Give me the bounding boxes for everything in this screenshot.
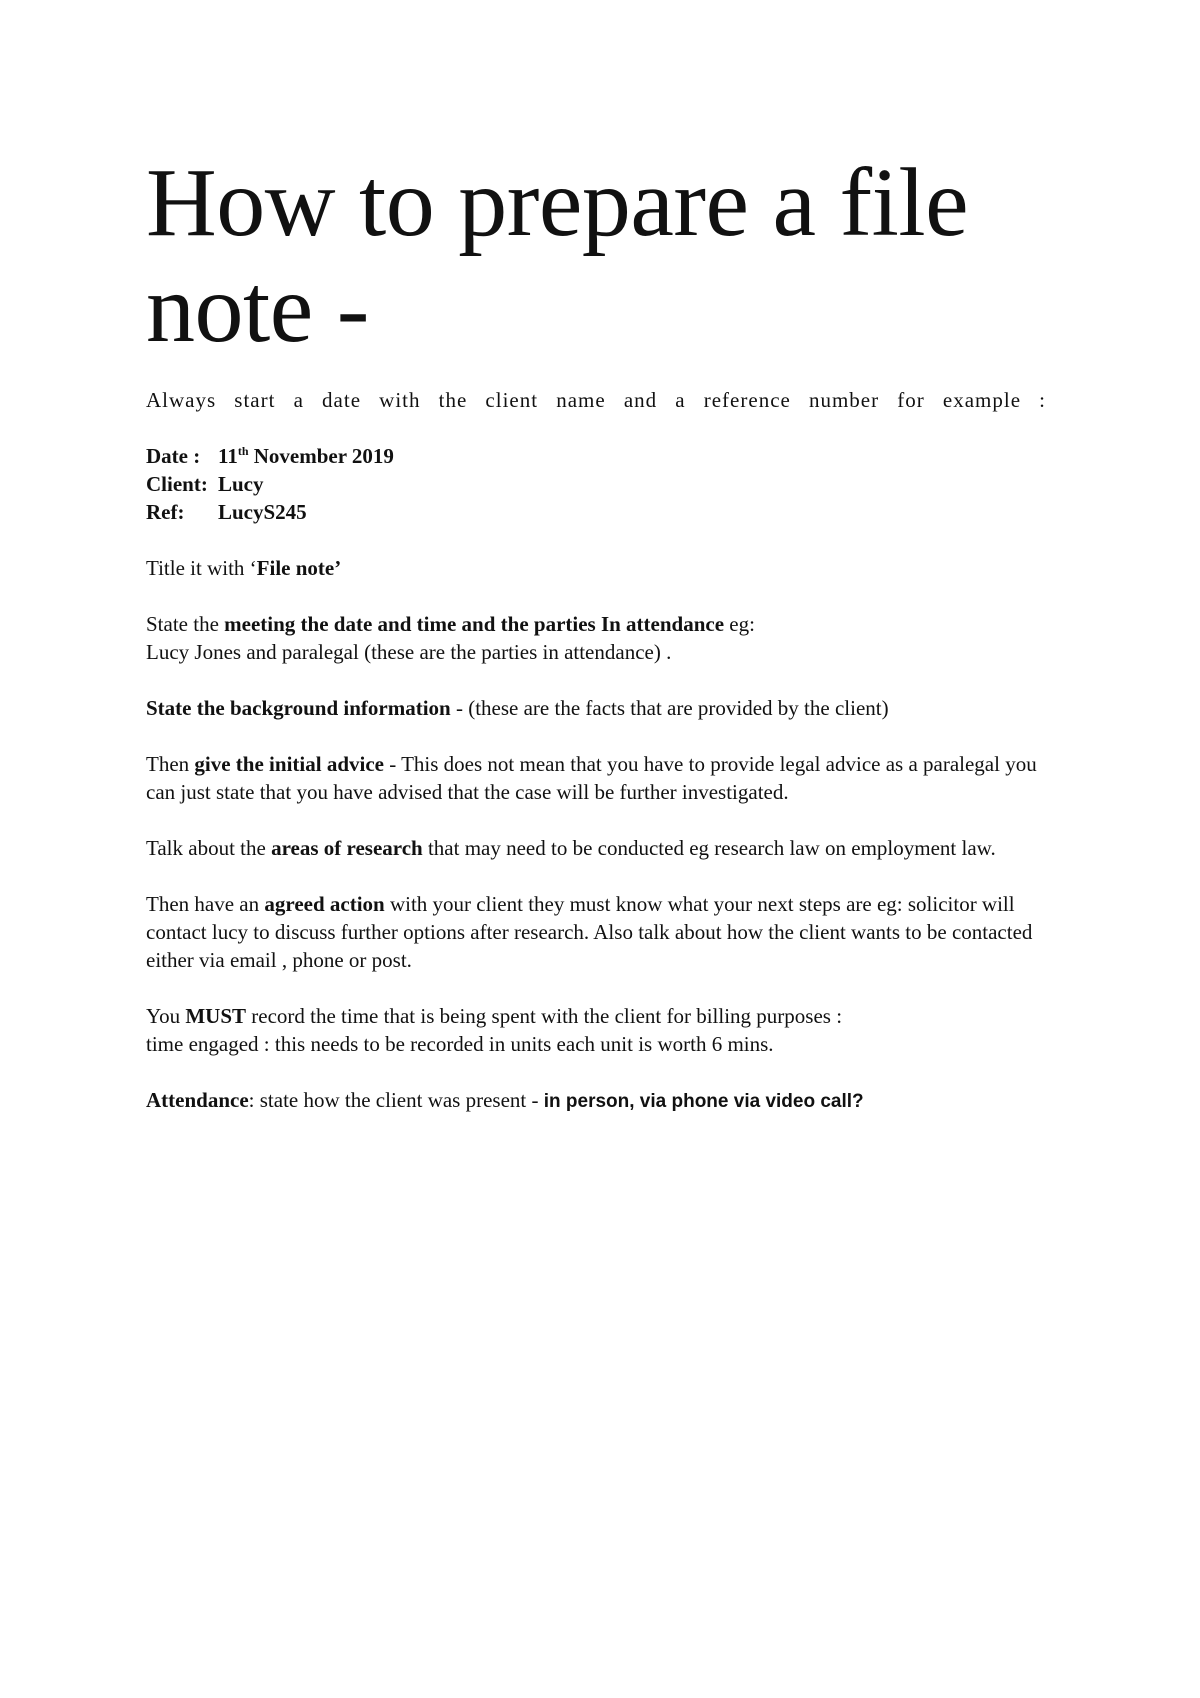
time-instruction: You MUST record the time that is being spent with the client for billing purposes : time engaged : this needs to be recorded in units each unit is worth 6 mins.	[146, 1004, 843, 1056]
client-value: Lucy	[218, 472, 264, 496]
document-title: How to prepare a file note -	[146, 149, 969, 363]
action-instruction: Then have an agreed action with your client they must know what your next steps are eg: solicitor will contact lucy to discuss further options after research. Also talk about how the client wants to be contacted either via email , phone or post.	[146, 892, 1033, 972]
ref-value: LucyS245	[218, 500, 307, 524]
date-row	[146, 442, 1046, 470]
intro-paragraph: Always start a date with the client name and a reference number for example :	[146, 388, 1046, 412]
document-page	[146, 150, 1046, 1116]
ref-row	[146, 498, 1046, 526]
date-label: Date :	[146, 444, 201, 468]
title-instruction: Title it with ‘File note’	[146, 556, 342, 580]
attendance-instruction: Attendance: state how the client was present - in person, via phone via video call?	[146, 1088, 864, 1112]
advice-instruction: Then give the initial advice - This does not mean that you have to provide legal advice as a paralegal you can just state that you have advised that the case will be further investigated.	[146, 752, 1037, 804]
client-row	[146, 470, 1046, 498]
research-instruction: Talk about the areas of research that may need to be conducted eg research law on employment law.	[146, 836, 996, 860]
file-note-header	[146, 442, 1046, 526]
client-label: Client:	[146, 472, 208, 496]
date-value: 11th November 2019	[218, 444, 394, 468]
ref-label: Ref:	[146, 500, 185, 524]
background-instruction: State the background information - (these are the facts that are provided by the client)	[146, 696, 889, 720]
meeting-instruction: State the meeting the date and time and the parties In attendance eg: Lucy Jones and paralegal (these are the parties in attendance) .	[146, 612, 755, 664]
